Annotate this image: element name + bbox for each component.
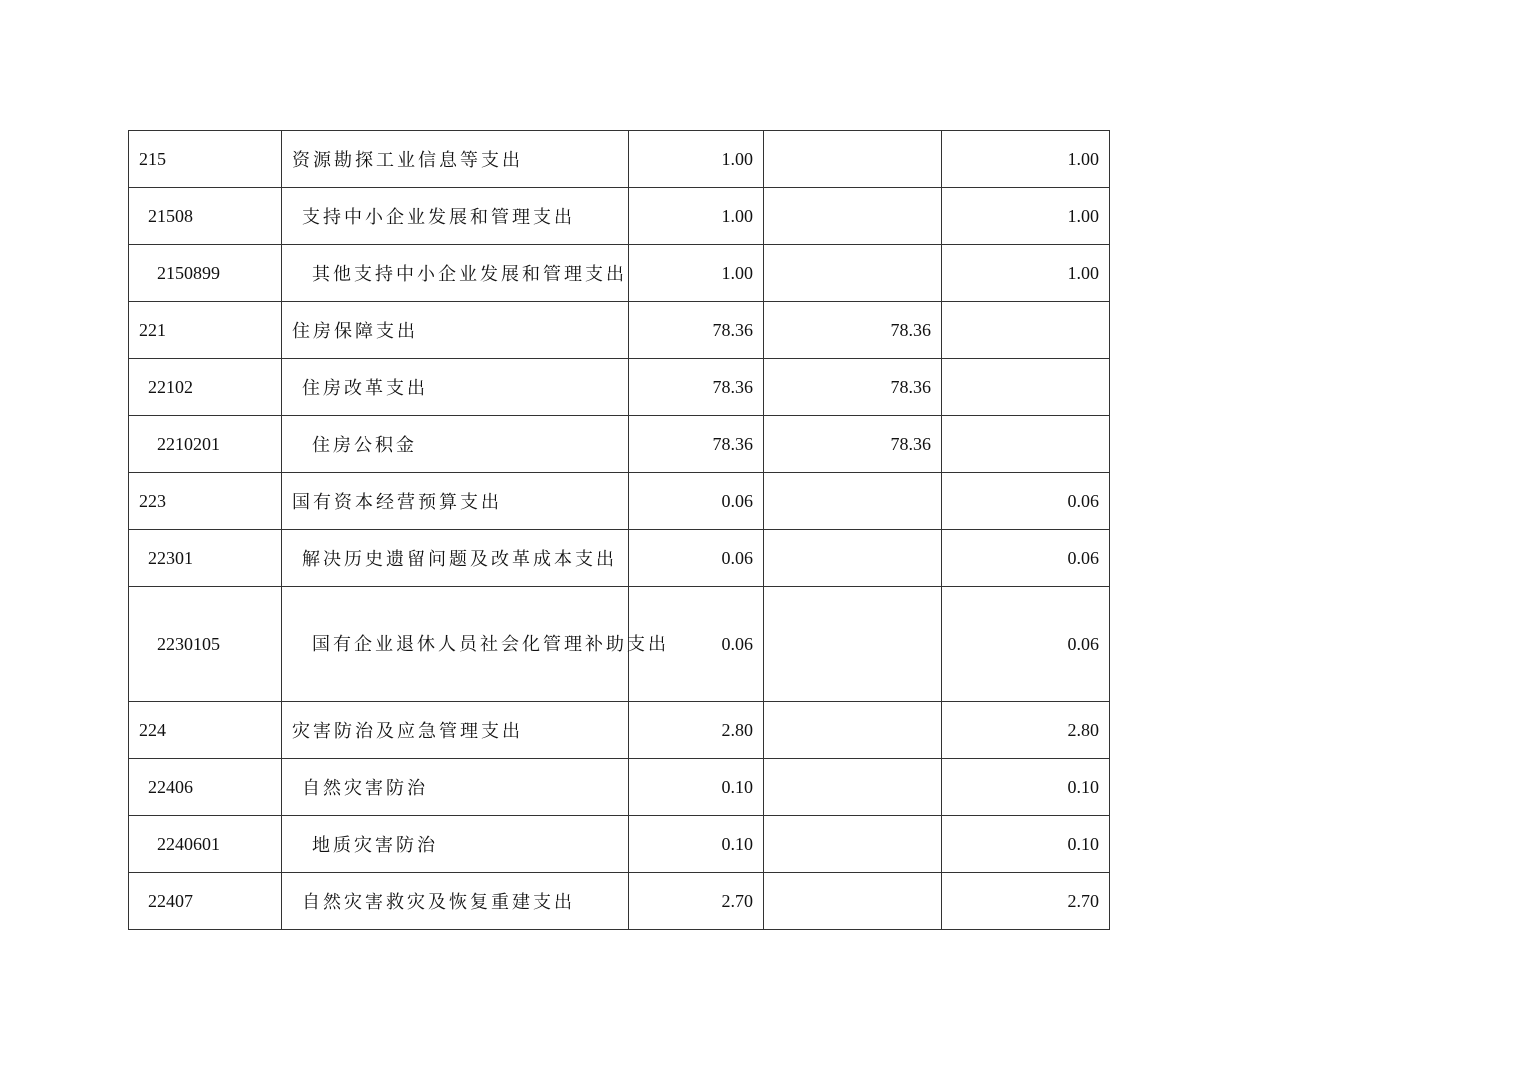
subject-code: 21508 bbox=[129, 188, 282, 245]
subject-code: 221 bbox=[129, 302, 282, 359]
project-expenditure: 0.10 bbox=[942, 759, 1110, 816]
table-row bbox=[129, 245, 1110, 302]
basic-expenditure bbox=[764, 188, 942, 245]
subject-name: 支持中小企业发展和管理支出 bbox=[282, 188, 629, 245]
subject-name: 解决历史遗留问题及改革成本支出 bbox=[282, 530, 629, 587]
table-row bbox=[129, 530, 1110, 587]
subject-code: 223 bbox=[129, 473, 282, 530]
project-expenditure: 1.00 bbox=[942, 131, 1110, 188]
basic-expenditure bbox=[764, 702, 942, 759]
total-amount: 78.36 bbox=[629, 302, 764, 359]
project-expenditure: 0.06 bbox=[942, 473, 1110, 530]
total-amount: 2.80 bbox=[629, 702, 764, 759]
basic-expenditure: 78.36 bbox=[764, 302, 942, 359]
total-amount: 78.36 bbox=[629, 416, 764, 473]
basic-expenditure bbox=[764, 873, 942, 930]
basic-expenditure bbox=[764, 530, 942, 587]
table-row bbox=[129, 587, 1110, 702]
subject-code: 215 bbox=[129, 131, 282, 188]
total-amount: 0.10 bbox=[629, 759, 764, 816]
project-expenditure bbox=[942, 359, 1110, 416]
subject-name: 自然灾害防治 bbox=[282, 759, 629, 816]
subject-code: 22407 bbox=[129, 873, 282, 930]
total-amount: 1.00 bbox=[629, 245, 764, 302]
subject-code: 22406 bbox=[129, 759, 282, 816]
subject-code: 2230105 bbox=[129, 587, 282, 702]
subject-code: 2240601 bbox=[129, 816, 282, 873]
total-amount: 0.10 bbox=[629, 816, 764, 873]
project-expenditure: 2.80 bbox=[942, 702, 1110, 759]
project-expenditure bbox=[942, 416, 1110, 473]
table-row bbox=[129, 416, 1110, 473]
table-row bbox=[129, 702, 1110, 759]
subject-name: 住房公积金 bbox=[282, 416, 629, 473]
project-expenditure: 0.06 bbox=[942, 587, 1110, 702]
table-row bbox=[129, 302, 1110, 359]
project-expenditure: 0.06 bbox=[942, 530, 1110, 587]
subject-name: 国有企业退休人员社会化管理补助支出 bbox=[282, 587, 629, 702]
subject-code: 22102 bbox=[129, 359, 282, 416]
table-row bbox=[129, 188, 1110, 245]
basic-expenditure bbox=[764, 245, 942, 302]
subject-code: 2150899 bbox=[129, 245, 282, 302]
basic-expenditure: 78.36 bbox=[764, 359, 942, 416]
table-row bbox=[129, 473, 1110, 530]
basic-expenditure bbox=[764, 759, 942, 816]
total-amount: 1.00 bbox=[629, 188, 764, 245]
subject-name: 国有资本经营预算支出 bbox=[282, 473, 629, 530]
project-expenditure: 2.70 bbox=[942, 873, 1110, 930]
basic-expenditure: 78.36 bbox=[764, 416, 942, 473]
project-expenditure: 0.10 bbox=[942, 816, 1110, 873]
table-row bbox=[129, 759, 1110, 816]
basic-expenditure bbox=[764, 131, 942, 188]
subject-code: 224 bbox=[129, 702, 282, 759]
table-row bbox=[129, 131, 1110, 188]
total-amount: 0.06 bbox=[629, 473, 764, 530]
subject-name: 其他支持中小企业发展和管理支出 bbox=[282, 245, 629, 302]
project-expenditure bbox=[942, 302, 1110, 359]
basic-expenditure bbox=[764, 587, 942, 702]
total-amount: 0.06 bbox=[629, 587, 764, 702]
total-amount: 78.36 bbox=[629, 359, 764, 416]
project-expenditure: 1.00 bbox=[942, 245, 1110, 302]
subject-name: 住房保障支出 bbox=[282, 302, 629, 359]
subject-name: 住房改革支出 bbox=[282, 359, 629, 416]
subject-name: 资源勘探工业信息等支出 bbox=[282, 131, 629, 188]
subject-name: 灾害防治及应急管理支出 bbox=[282, 702, 629, 759]
budget-table bbox=[128, 130, 1110, 930]
table-row bbox=[129, 359, 1110, 416]
project-expenditure: 1.00 bbox=[942, 188, 1110, 245]
subject-code: 2210201 bbox=[129, 416, 282, 473]
table-row bbox=[129, 873, 1110, 930]
total-amount: 0.06 bbox=[629, 530, 764, 587]
total-amount: 2.70 bbox=[629, 873, 764, 930]
basic-expenditure bbox=[764, 816, 942, 873]
subject-code: 22301 bbox=[129, 530, 282, 587]
subject-name: 自然灾害救灾及恢复重建支出 bbox=[282, 873, 629, 930]
basic-expenditure bbox=[764, 473, 942, 530]
total-amount: 1.00 bbox=[629, 131, 764, 188]
subject-name: 地质灾害防治 bbox=[282, 816, 629, 873]
table-row bbox=[129, 816, 1110, 873]
